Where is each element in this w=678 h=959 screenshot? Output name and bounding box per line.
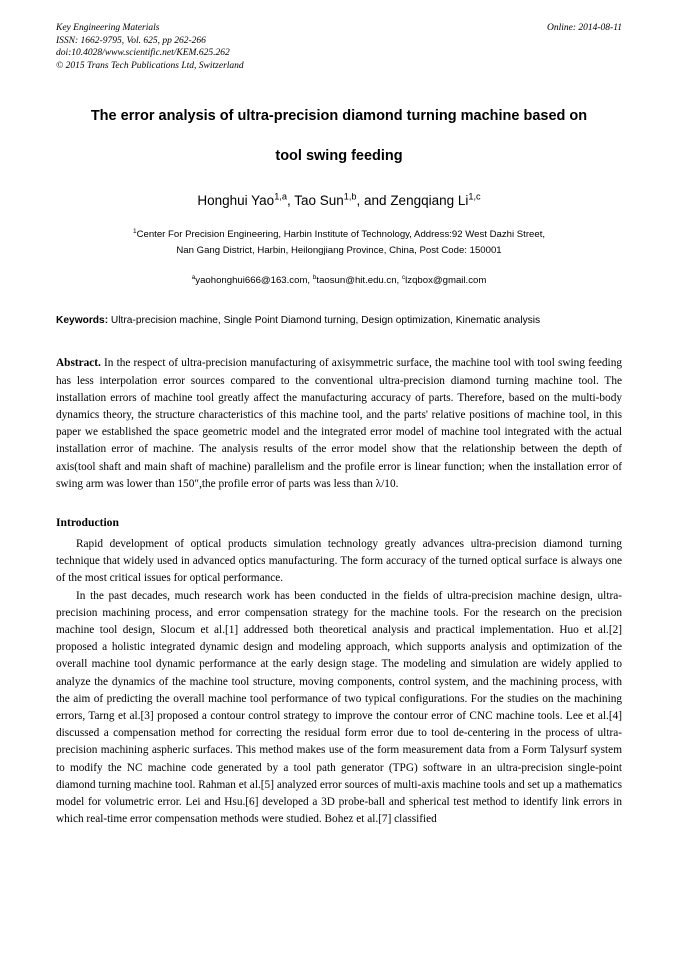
affiliation-text-1: Center For Precision Engineering, Harbin Institute of Technology, Address:92 West Dazhi Street,	[136, 229, 546, 241]
page-title	[56, 106, 622, 167]
abstract-label: Abstract.	[56, 357, 101, 370]
author-3-name: Zengqiang Li	[390, 193, 469, 209]
email-1: yaohonghui666@163.com,	[195, 275, 313, 287]
affiliation-line-2: Nan Gang District, Harbin, Heilongjiang Province, China, Post Code: 150001	[176, 245, 502, 257]
author-1-affil-marker: 1,a	[274, 191, 287, 202]
journal-title: Key Engineering Materials	[56, 23, 160, 33]
email-2-marker: b	[312, 274, 317, 282]
keywords-block	[56, 312, 622, 329]
email-2: taosun@hit.edu.cn,	[316, 275, 402, 287]
online-date: Online: 2014-08-11	[546, 23, 622, 33]
affiliation-line-1	[56, 227, 622, 243]
email-1-marker: a	[191, 274, 196, 282]
abstract-text: In the respect of ultra-precision manufacturing of axisymmetric surface, the machine tool with tool swing feeding has less interpolation error sources compared to the conventional ultra-precision diamond turning machine tool. The installation errors of machine tool greatly affect the manufacturing accuracy of parts. Therefore, based on the multi-body dynamics theory, the structure characteristics of this machine tool, and the parts' relative positions of machine tool, in this paper we established the space geometric model and the integrated error model of machine tool integrated with the actual installation error of machine. The analysis results of the error model show that the relationship between the depth of axis(tool shaft and main shaft of machine) parallelism and the profile error is linear function; when the installation error of swing arm was lower than 150″,the profile error of parts was less than λ/10.	[56, 357, 622, 490]
author-3-affil-marker: 1,c	[468, 191, 481, 202]
journal-doi: doi:10.4028/www.scientific.net/KEM.625.262	[56, 48, 230, 59]
author-1-name: Honghui Yao	[197, 193, 275, 209]
title-line-1: The error analysis of ultra-precision diamond turning machine based on	[90, 108, 588, 125]
affiliation-block	[56, 227, 622, 259]
author-separator-1: ,	[286, 193, 295, 209]
email-block	[56, 275, 622, 286]
author-separator-2: , and	[356, 193, 391, 209]
page-header	[56, 22, 622, 72]
header-journal-info	[56, 22, 244, 72]
email-3-marker: c	[401, 274, 406, 282]
journal-copyright: © 2015 Trans Tech Publications Ltd, Switzerland	[56, 60, 244, 71]
affiliation-marker: 1	[132, 228, 137, 236]
introduction-heading: Introduction	[56, 516, 119, 529]
introduction-paragraph-1: Rapid development of optical products simulation technology greatly advances ultra-precision diamond turning technique that widely used in advanced optics manufacturing. The form accuracy of the turned optical surface is always one of the most critical issues for optical performance.	[56, 538, 622, 585]
abstract-block	[56, 355, 622, 493]
author-2-name: Tao Sun	[294, 193, 344, 209]
title-line-2: tool swing feeding	[275, 148, 403, 165]
introduction-paragraph-2: In the past decades, much research work has been conducted in the fields of ultra-precision machine design, ultra-precision machining process, and error compensation strategy for the machine tools. For the research on the precision machine tool design, Slocum et al.[1] addressed both theoretical analysis and practical implementation. Huo et al.[2] proposed a holistic integrated dynamic design and modeling approach, which supports analysis and optimization of the overall machine tool dynamic performance at the early design stage. The modeling and simulation are widely applied to analyze the dynamics of the machine tool structure, moving components, control system, and the machining process, with the aim of predicting the overall machine tool performance of two typical configurations. For the studies on the machining errors, Tarng et al.[3] proposed a contour control strategy to improve the contour error of CNC machine tools. Lee et al.[4] discussed a compensation method for correcting the residual form error due to tool de-centering in the process of ultra-precision machining aspheric surfaces. This method makes use of the form measurement data from a Form Talysurf system to modify the NC machine code generated by a tool path generator (TPG) software in an ultra-precision single-point diamond turning machine tool. Rahman et al.[5] analyzed error sources of multi-axis machine tools and set up a mathematics model for volumetric error. Lei and Hsu.[6] developed a 3D probe-ball and spherical test method to identify link errors in which real-time error compensation methods were studied. Bohez et al.[7] classified	[56, 589, 622, 826]
author-2-affil-marker: 1,b	[343, 191, 357, 202]
journal-issn: ISSN: 1662-9795, Vol. 625, pp 262-266	[56, 35, 206, 46]
keywords-text: Ultra-precision machine, Single Point Diamond turning, Design optimization, Kinematic analysis	[108, 315, 541, 327]
keywords-label: Keywords:	[56, 315, 109, 327]
author-list	[56, 193, 622, 208]
email-3: lzqbox@gmail.com	[405, 275, 487, 287]
